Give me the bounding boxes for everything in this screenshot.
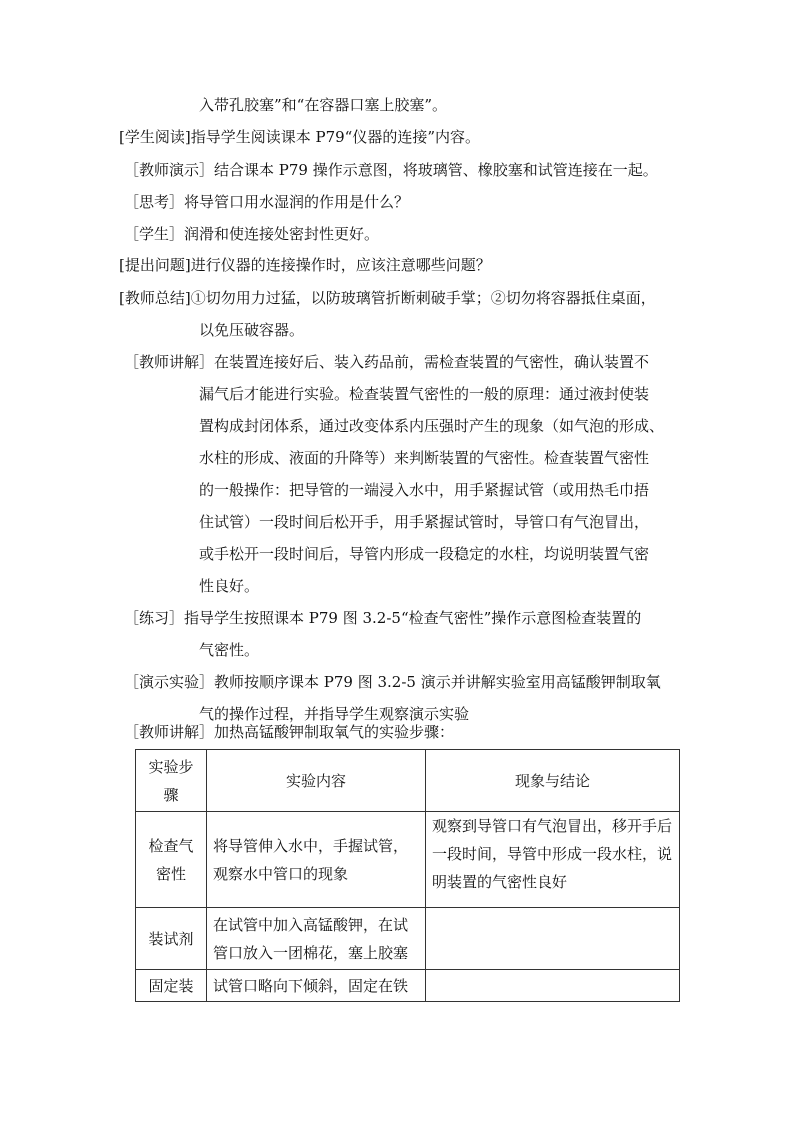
paragraph-student xyxy=(124,224,379,244)
paragraph-text: 住试管）一段时间后松开手，用手紧握试管时，导管口有气泡冒出， xyxy=(199,513,650,531)
paragraph-tag: ［学生］ xyxy=(124,225,185,243)
paragraph-tag: ［教师讲解］ xyxy=(124,723,215,741)
paragraph-text: 润滑和使连接处密封性更好。 xyxy=(184,225,380,243)
paragraph-tag: [学生阅读] xyxy=(119,128,191,146)
table-header-cell: 实验步骤 xyxy=(136,750,207,812)
paragraph-text: ①切勿用力过猛，以防玻璃管折断刺破手掌；②切勿将容器抵住桌面， xyxy=(190,289,656,307)
table-cell-step: 固定装 xyxy=(136,970,207,1002)
paragraph-text: 性良好。 xyxy=(199,577,260,595)
paragraph-teacher-demo xyxy=(124,160,658,180)
paragraph-tag: [教师总结] xyxy=(119,289,191,307)
table-cell-result xyxy=(426,970,680,1002)
paragraph-text: 指导学生阅读课本 P79“仪器的连接”内容。 xyxy=(190,128,481,146)
paragraph-text: 教师按顺序课本 P79 图 3.2-5 演示并讲解实验室用高锰酸钾制取氧 xyxy=(214,673,661,691)
table-cell-result xyxy=(426,908,680,970)
paragraph-text: 结合课本 P79 操作示意图，将玻璃管、橡胶塞和试管连接在一起。 xyxy=(214,161,658,179)
table-cell-step: 检查气密性 xyxy=(136,812,207,908)
paragraph-text: 在装置连接好后、装入药品前，需检查装置的气密性，确认装置不 xyxy=(214,353,650,371)
table-cell-content: 试管口略向下倾斜，固定在铁 xyxy=(207,970,426,1002)
paragraph-practice xyxy=(124,608,641,628)
table-row xyxy=(136,812,680,908)
table-header-cell: 实验内容 xyxy=(207,750,426,812)
paragraph-text: 进行仪器的连接操作时，应该注意哪些问题？ xyxy=(190,256,491,274)
paragraph-teacher-explain xyxy=(124,352,649,372)
paragraph-text: 将导管口用水湿润的作用是什么？ xyxy=(184,193,410,211)
table-cell-result: 观察到导管口有气泡冒出，移开手后一段时间，导管中形成一段水柱，说明装置的气密性良好 xyxy=(426,812,680,908)
paragraph-text: 以免压破容器。 xyxy=(199,321,305,339)
paragraph-teacher-explain-2 xyxy=(124,722,454,742)
table-cell-content: 在试管中加入高锰酸钾，在试管口放入一团棉花，塞上胶塞 xyxy=(207,908,426,970)
paragraph-tag: ［练习］ xyxy=(124,609,185,627)
paragraph-teacher-summary xyxy=(119,288,656,308)
paragraph-text: 置构成封闭体系，通过改变体系内压强时产生的现象（如气泡的形成、 xyxy=(199,417,665,435)
paragraph-text: 指导学生按照课本 P79 图 3.2-5“检查气密性”操作示意图检查装置的 xyxy=(184,609,642,627)
paragraph-student-reading xyxy=(119,127,480,147)
table-row xyxy=(136,908,680,970)
continuation-line: 入带孔胶塞”和“在容器口塞上胶塞”。 xyxy=(199,96,448,114)
table-header-row xyxy=(136,750,680,812)
paragraph-text: 的一般操作：把导管的一端浸入水中，用手紧握试管（或用热毛巾捂 xyxy=(199,481,650,499)
paragraph-tag: ［教师讲解］ xyxy=(124,353,215,371)
experiment-steps-table xyxy=(135,749,680,1002)
paragraph-text: 加热高锰酸钾制取氧气的实验步骤： xyxy=(214,723,455,741)
paragraph-thinking xyxy=(124,192,409,212)
paragraph-question xyxy=(119,255,491,275)
paragraph-tag: ［演示实验］ xyxy=(124,673,215,691)
paragraph-text: 水柱的形成、液面的升降等）来判断装置的气密性。检查装置气密性 xyxy=(199,449,650,467)
paragraph-text: 漏气后才能进行实验。检查装置气密性的一般的原理：通过液封使装 xyxy=(199,385,650,403)
table-header-cell: 现象与结论 xyxy=(426,750,680,812)
table-row xyxy=(136,970,680,1002)
table-cell-step: 装试剂 xyxy=(136,908,207,970)
paragraph-tag: ［教师演示］ xyxy=(124,161,215,179)
paragraph-text: 或手松开一段时间后，导管内形成一段稳定的水柱，均说明装置气密 xyxy=(199,545,650,563)
paragraph-tag: [提出问题] xyxy=(119,256,191,274)
table-cell-content: 将导管伸入水中，手握试管，观察水中管口的现象 xyxy=(207,812,426,908)
paragraph-tag: ［思考］ xyxy=(124,193,185,211)
paragraph-text: 气的操作过程，并指导学生观察演示实验 xyxy=(199,705,470,723)
paragraph-demo-experiment xyxy=(124,672,661,692)
paragraph-text: 气密性。 xyxy=(199,641,260,659)
